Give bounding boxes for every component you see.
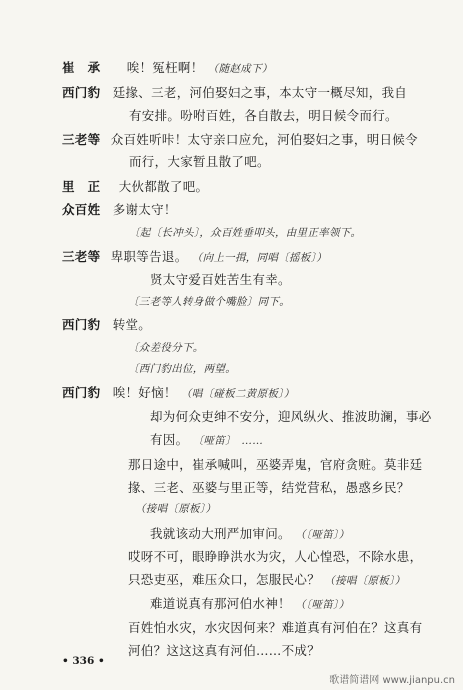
sung-line — [150, 270, 291, 288]
dialogue-text: 有因。 — [150, 432, 189, 447]
dialogue-line — [62, 83, 407, 101]
dialogue-continuation — [128, 618, 422, 636]
dialogue-text: 大伙都散了吧。 — [118, 179, 209, 194]
dialogue-line — [62, 130, 418, 148]
speaker-label: 里 正 — [62, 179, 101, 194]
dialogue-continuation — [128, 478, 410, 496]
dialogue-text: 廷掾、三老，河伯娶妇之事，本太守一概尽知，我自 — [112, 85, 408, 100]
sung-line — [150, 524, 349, 542]
speaker-label: 西门豹 — [62, 385, 101, 400]
stage-direction: （〔哑笛〕） — [295, 529, 350, 541]
dialogue-text: 多谢太守！ — [112, 202, 177, 217]
stage-direction-line — [129, 224, 361, 240]
dialogue-continuation — [129, 152, 270, 170]
dialogue-continuation — [129, 106, 398, 124]
dialogue-continuation — [128, 455, 422, 473]
speaker-label: 崔 承 — [62, 60, 101, 75]
dialogue-line — [62, 177, 208, 195]
stage-direction: （向上一揖，同唱〔摇板〕） — [191, 252, 327, 264]
dialogue-text: 有安排。吩咐百姓，各自散去，明日候令而行。 — [129, 108, 398, 123]
dialogue-text: 哎呀不可，眼睁睁洪水为灾，人心惶恐，不除水患， — [128, 549, 423, 564]
watermark: 歌谱简谱网 www.jianpu.cn — [329, 675, 455, 686]
dialogue-continuation — [128, 570, 405, 588]
dialogue-line — [62, 315, 151, 333]
sung-line — [150, 594, 349, 612]
dialogue-line — [62, 383, 295, 401]
stage-direction: （随赵成下） — [207, 63, 273, 75]
stage-direction-line — [135, 500, 216, 516]
dialogue-text: 唉！好恼！ — [112, 385, 177, 400]
dialogue-text: 转堂。 — [112, 317, 152, 332]
dialogue-line — [62, 58, 273, 76]
dialogue-text: 却为何众吏绅不安分，迎风纵火、推波助澜，事必 — [150, 409, 432, 424]
stage-direction: 〔起〔长冲头〕，众百姓垂叩头，由里正率领下。 — [129, 227, 362, 239]
dialogue-text: 众百姓听咔！太守亲口应允，河伯娶妇之事，明日候令 — [110, 132, 418, 147]
sung-line — [150, 407, 432, 425]
stage-direction: （〔哑笛〕） — [295, 599, 350, 611]
dialogue-text: 卑职等告退。 — [110, 249, 188, 264]
dialogue-text: 只恐吏巫，难压众口，怎服民心？ — [128, 572, 321, 587]
dialogue-text: 唉！冤枉啊！ — [126, 60, 204, 75]
dialogue-text: 贤太守爱百姓苦生有幸。 — [150, 272, 291, 287]
dialogue-text: 那日途中，崔承喊叫，巫婆弄鬼，官府贪赃。莫非廷 — [128, 457, 423, 472]
stage-direction: 〔哑笛〕 …… — [192, 435, 264, 447]
stage-direction-line — [128, 360, 236, 376]
dialogue-continuation — [128, 547, 422, 565]
dialogue-text: 百姓怕水灾，水灾因何来？难道真有河伯在？这真有 — [128, 620, 423, 635]
dialogue-text: 难道说真有那河伯水神！ — [150, 596, 291, 611]
speaker-label: 西门豹 — [62, 85, 101, 100]
stage-direction: 〔西门豹出位，两望。 — [128, 363, 236, 375]
dialogue-text: 河伯？这这这真有河伯……不成？ — [128, 643, 321, 658]
stage-direction: （唱〔碰板二黄原板〕） — [180, 388, 295, 400]
stage-direction: 〔三老等人转身做个嘴脸〕同下。 — [128, 296, 290, 308]
dialogue-text: 我就该动大刑严加审问。 — [150, 526, 291, 541]
stage-direction: （接唱〔原板〕） — [324, 575, 406, 587]
stage-direction: 〔众差役分下。 — [128, 342, 204, 354]
speaker-label: 三老等 — [62, 249, 101, 264]
page-number: • 336 • — [62, 655, 105, 667]
speaker-label: 西门豹 — [62, 317, 101, 332]
dialogue-text: 而行，大家暂且散了吧。 — [129, 154, 270, 169]
stage-direction-line — [128, 339, 204, 355]
speaker-label: 众百姓 — [62, 202, 101, 217]
sung-line — [150, 430, 263, 448]
dialogue-continuation — [128, 641, 320, 659]
dialogue-line — [62, 200, 177, 218]
stage-direction: （接唱〔原板〕） — [135, 503, 217, 515]
dialogue-text: 掾、三老、巫婆与里正等，结党营私，愚惑乡民？ — [128, 480, 410, 495]
speaker-label: 三老等 — [62, 132, 101, 147]
dialogue-line — [62, 247, 327, 265]
stage-direction-line — [128, 293, 290, 309]
